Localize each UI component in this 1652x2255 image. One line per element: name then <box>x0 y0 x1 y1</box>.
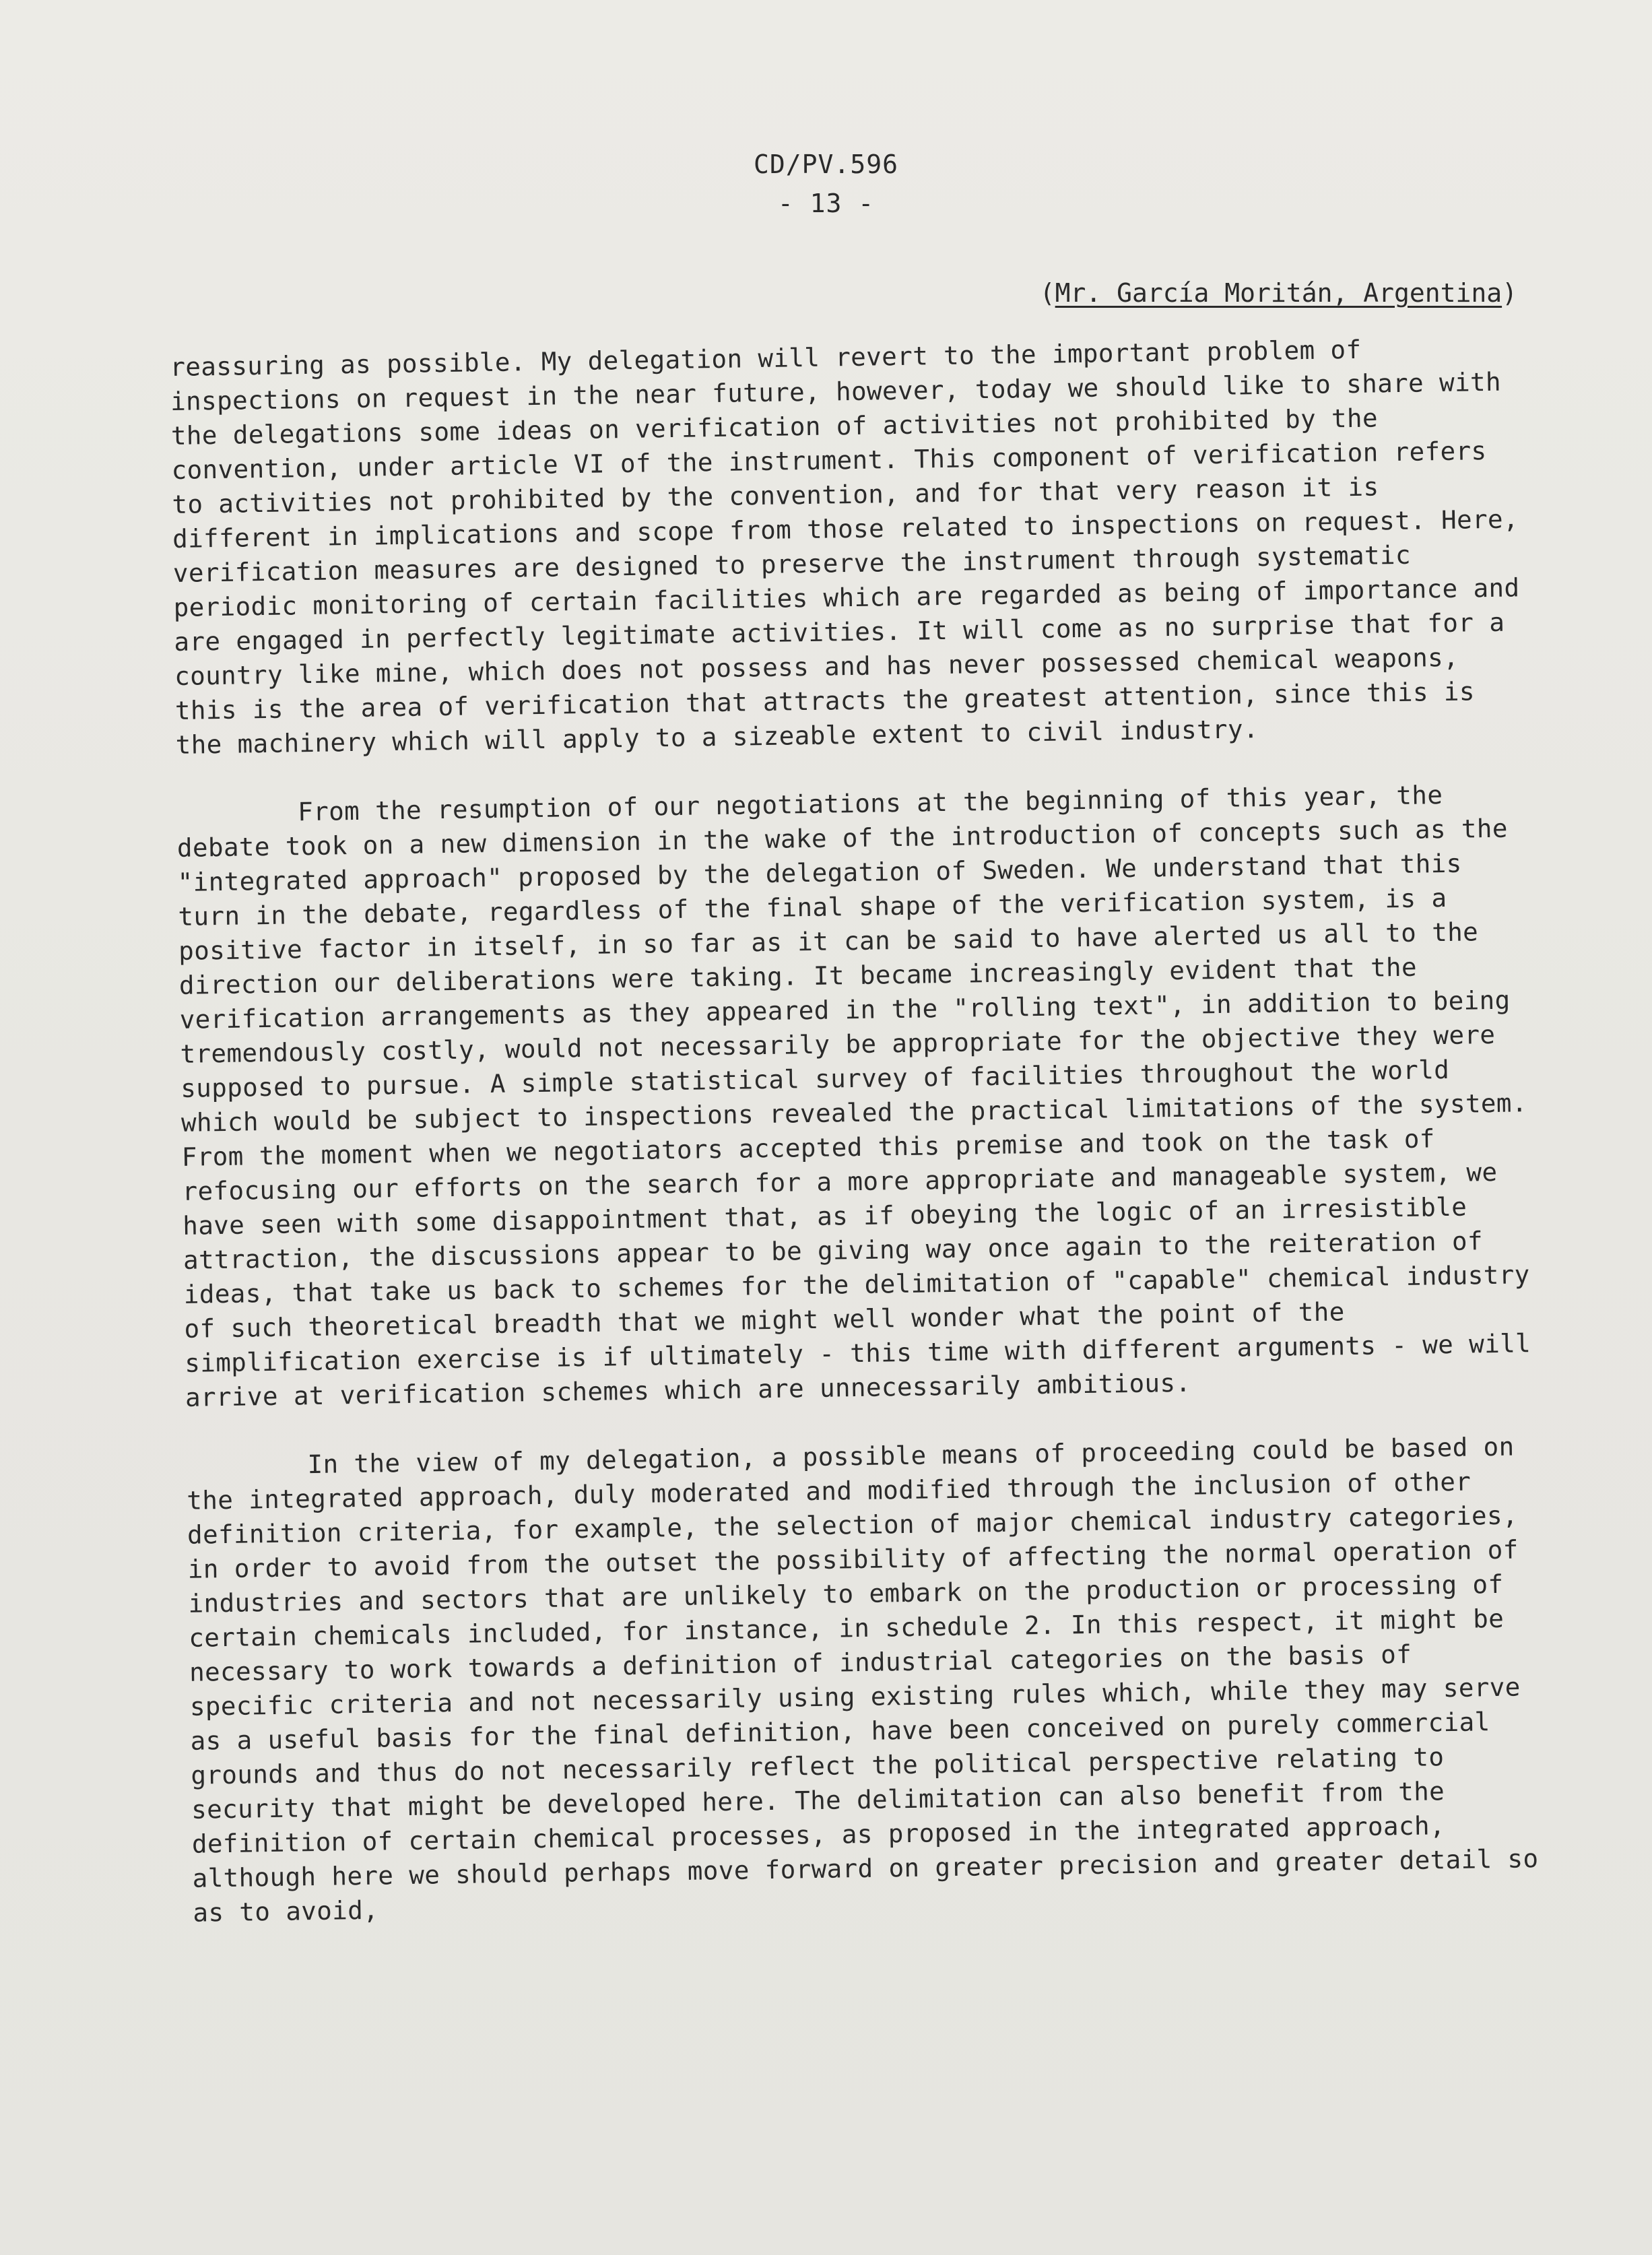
paragraph-3: In the view of my delegation, a possible means of proceeding could be based on the integrated approach, duly moderated and modified through the inclusion of other definition criteria, for example, the selection of major chemical industry categories, in order to avoid from the outset the possibility of affecting the normal operation of industries and sectors that are unlikely to embark on the production or processing of certain chemicals included, for instance, in schedule 2. In this respect, it might be necessary to work towards a definition of industrial categories on the basis of specific criteria and not necessarily using existing rules which, while they may serve as a useful basis for the final definition, have been conceived on purely commercial grounds and thus do not necessarily reflect the political perspective relating to security that might be developed here. The delimitation can also benefit from the definition of certain chemical processes, as proposed in the integrated approach, although here we should perhaps move forward on greater precision and greater detail so as to avoid, <box>187 1431 1539 1928</box>
document-body <box>170 330 1540 1964</box>
paragraph-2: From the resumption of our negotiations at the beginning of this year, the debate took on a new dimension in the wake of the introduction of concepts such as the "integrated approach" proposed by the delegation of Sweden. We understand that this turn in the debate, regardless of the final shape of the verification system, is a positive factor in itself, in so far as it can be said to have alerted us all to the direction our deliberations were taking. It became increasingly evident that the verification arrangements as they appeared in the "rolling text", in addition to being tremendously costly, would not necessarily be appropriate for the objective they were supposed to pursue. A simple statistical survey of facilities throughout the world which would be subject to inspections revealed the practical limitations of the system. From the moment when we negotiators accepted this premise and took on the task of refocusing our efforts on the search for a more appropriate and manageable system, we have seen with some disappointment that, as if obeying the logic of an irresistible attraction, the discussions appear to be giving way once again to the reiteration of ideas, that take us back to schemes for the delimitation of "capable" chemical industry of such theoretical breadth that we might well wonder what the point of the simplification exercise is if ultimately - this time with different arguments - we will arrive at verification schemes which are unnecessarily ambitious. <box>176 780 1531 1412</box>
speaker-name: Mr. García Moritán, Argentina <box>1055 278 1502 308</box>
paragraph-1: reassuring as possible. My delegation will revert to the important problem of inspections on request in the near future, however, today we should like to share with the delegations some ideas on verification of activities not prohibited by the convention, under article VI of the instrument. This component of verification refers to activities not prohibited by the convention, and for that very reason it is different in implications and scope from those related to inspections on request. Here, verification measures are designed to preserve the instrument through systematic periodic monitoring of certain facilities which are regarded as being of importance and are engaged in perfectly legitimate activities. It will come as no surprise that for a country like mine, which does not possess and has never possessed chemical weapons, this is the area of verification that attracts the greatest attention, since this is the machinery which will apply to a sizeable extent to civil industry. <box>170 334 1520 760</box>
speaker-close-paren: ) <box>1502 278 1517 308</box>
speaker-attribution <box>1040 276 1517 310</box>
page-header <box>0 145 1652 223</box>
document-symbol: CD/PV.596 <box>754 150 898 179</box>
speaker-open-paren: ( <box>1039 278 1055 308</box>
page-number: - 13 - <box>777 189 875 218</box>
